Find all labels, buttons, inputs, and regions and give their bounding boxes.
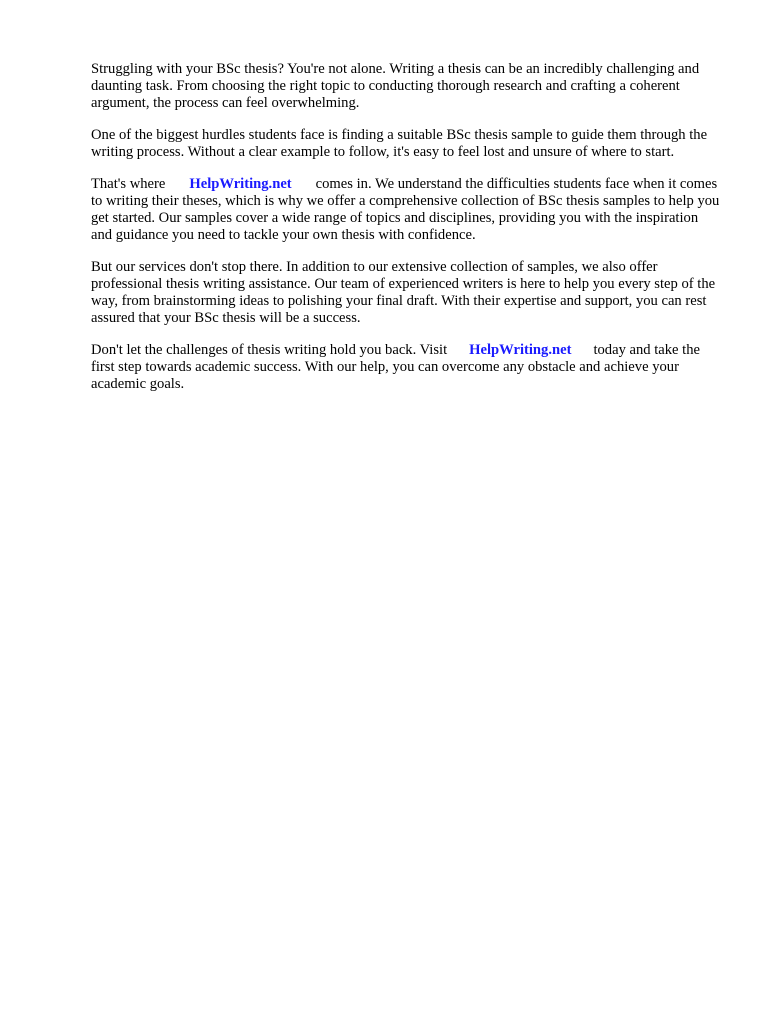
paragraph-services: But our services don't stop there. In addition to our extensive collection of samples, we also offer professional thesis writing assistance. Our team of experienced writers is here to help you every step of the way, from brainstorming ideas to polishing your final draft. With their expertise and support, you can rest assured that your BSc thesis will be a success. xyxy=(91,259,716,326)
paragraph-hurdles: One of the biggest hurdles students face is finding a suitable BSc thesis sample to guide them through the writing process. Without a clear example to follow, it's easy to feel lost and unsure of where to start. xyxy=(91,127,708,160)
paragraph-helpwriting xyxy=(91,176,721,244)
paragraph-text: Don't let the challenges of thesis writing hold you back. Visit xyxy=(91,342,448,358)
paragraph-text: That's where xyxy=(91,176,166,192)
paragraph-text: today and take the first step towards academic success. With our help, you can overcome any obstacle and achieve your academic goals. xyxy=(91,342,701,392)
paragraph-intro: Struggling with your BSc thesis? You're not alone. Writing a thesis can be an incredibly challenging and daunting task. From choosing the right topic to conducting thorough research and crafting a coherent argument, the process can feel overwhelming. xyxy=(91,61,700,111)
paragraph-call-to-action xyxy=(91,342,721,393)
document-body xyxy=(91,61,721,408)
helpwriting-link[interactable]: HelpWriting.net xyxy=(189,176,292,192)
paragraph-text: comes in. We understand the difficulties students face when it comes to writing their theses, which is why we offer a comprehensive collection of BSc thesis samples to help you get started. Our samples cover a wide range of topics and disciplines, providing you with the inspiration and guidance you need to tackle your own thesis with confidence. xyxy=(91,176,720,243)
helpwriting-link[interactable]: HelpWriting.net xyxy=(469,342,572,358)
